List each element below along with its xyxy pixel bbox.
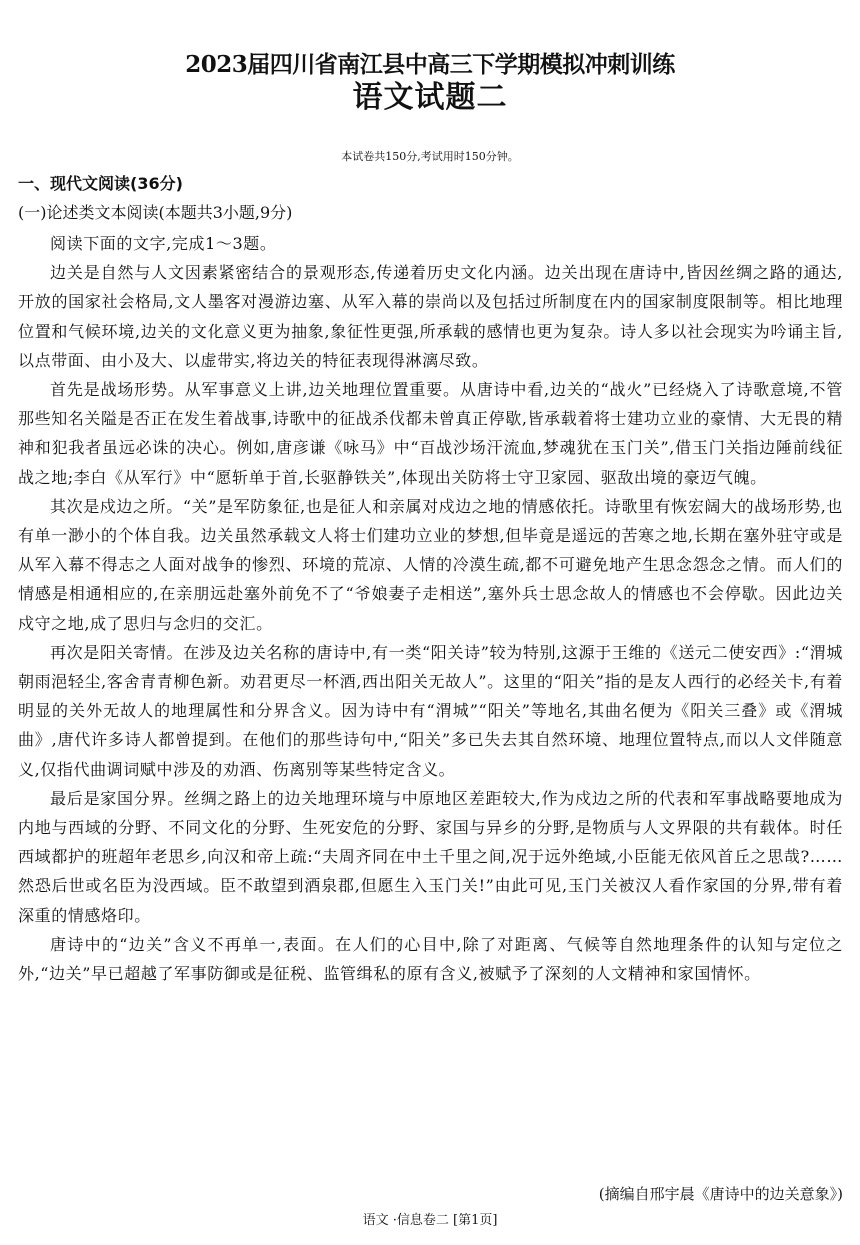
page-footer: 语文 ·信息卷二 [第1页] — [362, 1213, 498, 1228]
passage-paragraph: 边关是自然与人文因素紧密结合的景观形态,传递着历史文化内涵。边关出现在唐诗中,皆因丝绸之路的通达,开放的国家社会格局,文人墨客对漫游边塞、从军入幕的崇尚以及包括过所制度在内的国家制度限制等。相比地理位置和气候环境,边关的文化意义更为抽象,象征性更强,所承载的感情也更为复杂。诗人多以社会现实为吟诵主旨,以点带面、由小及大、以虚带实,将边关的特征表现得淋漓尽致。 — [18, 263, 843, 370]
exam-note: 本试卷共150分,考试用时150分钟。 — [341, 150, 519, 163]
passage-paragraph: 再次是阳关寄情。在涉及边关名称的唐诗中,有一类“阳关诗”较为特别,这源于王维的《送元二使安西》:“渭城朝雨浥轻尘,客舍青青柳色新。劝君更尽一杯酒,西出阳关无故人”。这里的“阳关”指的是友人西行的必经关卡,有着明显的关外无故人的地理属性和分界含义。因为诗中有“渭城”“阳关”等地名,其曲名便为《阳关三叠》或《渭城曲》,唐代许多诗人都曾提到。在他们的那些诗句中,“阳关”多已失去其自然环境、地理位置特点,而以人文伴随意义,仅指代曲调词赋中涉及的劝酒、伤离别等某些特定含义。 — [18, 642, 843, 779]
passage-paragraph: 最后是家国分界。丝绸之路上的边关地理环境与中原地区差距较大,作为戍边之所的代表和军事战略要地成为内地与西域的分野、不同文化的分野、生死安危的分野、家国与异乡的分野,是物质与人文界限的共有载体。时任西域都护的班超年老思乡,向汉和帝上疏:“夫周齐同在中土千里之间,况于远外绝域,小臣能无依风首丘之思哉?……然恐后世或名臣为没西域。臣不敢望到酒泉郡,但愿生入玉门关!”由此可见,玉门关被汉人看作家国的分界,带有着深重的情感烙印。 — [18, 788, 843, 925]
reading-passage — [18, 229, 843, 988]
passage-paragraph: 唐诗中的“边关”含义不再单一,表面。在人们的心目中,除了对距离、气候等自然地理条件的认知与定位之外,“边关”早已超越了军事防御或是征税、监管缉私的原有含义,被赋予了深刻的人文精神和家国情怀。 — [18, 934, 843, 984]
exam-title: 2023届四川省南江县中高三下学期模拟冲刺训练 — [185, 51, 675, 78]
passage-paragraph: 首先是战场形势。从军事意义上讲,边关地理位置重要。从唐诗中看,边关的“战火”已经烧入了诗歌意境,不管那些知名关隘是否正在发生着战事,诗歌中的征战杀伐都未曾真正停歇,皆承载着将士建功立业的豪情、大无畏的精神和犯我者虽远必诛的决心。例如,唐彦谦《咏马》中“百战沙场汗流血,梦魂犹在玉门关”,借玉门关指边陲前线征战之地;李白《从军行》中“愿斩单于首,长驱静铁关”,体现出关防将士守卫家园、驱敌出境的豪迈气魄。 — [18, 380, 843, 487]
section-heading: 一、现代文阅读(36分) — [18, 174, 183, 193]
source-citation: (摘编自邢宇晨《唐诗中的边关意象》) — [598, 1185, 843, 1203]
subsection-heading: (一)论述类文本阅读(本题共3小题,9分) — [18, 203, 293, 222]
exam-subtitle: 语文试题二 — [352, 80, 508, 115]
passage-paragraph: 其次是戍边之所。“关”是军防象征,也是征人和亲属对戍边之地的情感依托。诗歌里有恢宏阔大的战场形势,也有单一渺小的个体自我。边关虽然承载文人将士们建功立业的梦想,但毕竟是遥远的苦寒之地,长期在塞外驻守或是从军入幕不得志之人面对战争的惨烈、环境的荒凉、人情的冷漠生疏,都不可避免地产生思念怨念之情。而人们的情感是相通相应的,在亲朋远赴塞外前免不了“爷娘妻子走相送”,塞外兵士思念故人的情感也不会停歇。因此边关戍守之地,成了思归与念归的交汇。 — [18, 496, 843, 633]
instruction: 阅读下面的文字,完成1～3题。 — [50, 234, 277, 253]
